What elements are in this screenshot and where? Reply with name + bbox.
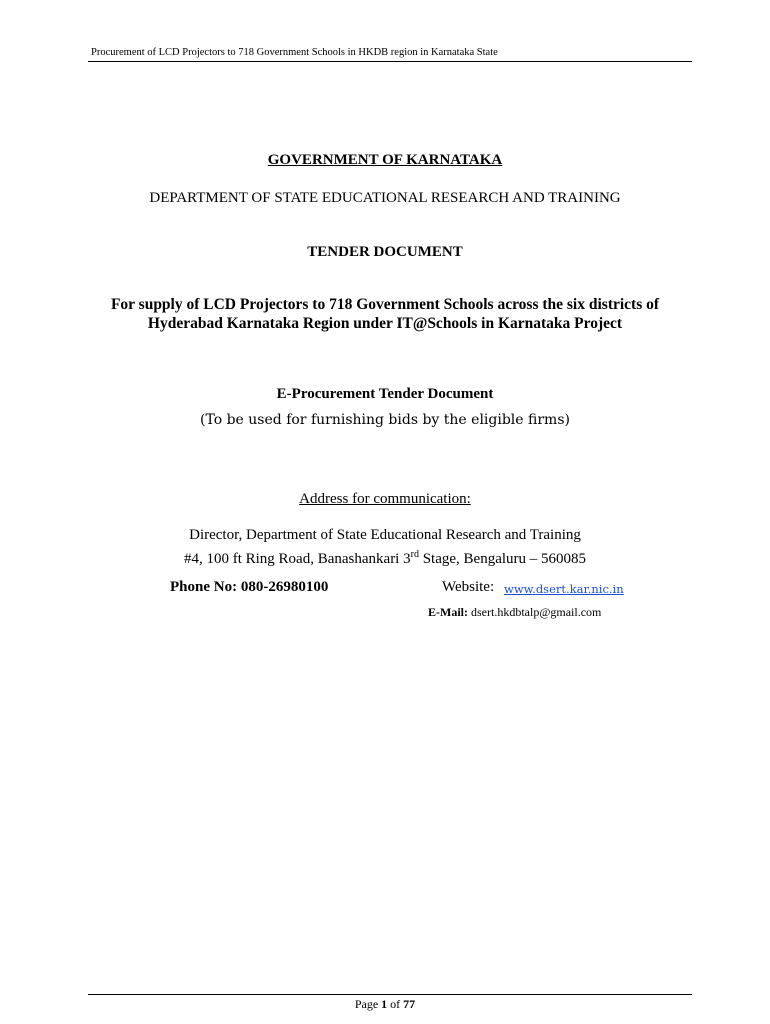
government-title: GOVERNMENT OF KARNATAKA	[267, 152, 503, 168]
phone-number: Phone No: 080-26980100	[170, 579, 329, 595]
email-label: E-Mail:	[428, 605, 468, 619]
total-pages: 77	[403, 997, 416, 1011]
page-word: Page	[354, 997, 382, 1011]
street-prefix: #4, 100 ft Ring Road, Banashankari 3	[183, 551, 411, 567]
website-link[interactable]: www.dsert.kar.nic.in	[504, 582, 624, 596]
street-address	[0, 551, 770, 568]
department-title: DEPARTMENT OF STATE EDUCATIONAL RESEARCH AND TRAINING	[149, 190, 621, 206]
address-heading: Address for communication:	[299, 491, 471, 507]
page-number: 1	[381, 997, 388, 1011]
eprocurement-title: E-Procurement Tender Document	[276, 386, 494, 402]
page-footer	[0, 997, 770, 1012]
purpose-line-1: For supply of LCD Projectors to 718 Government Schools across the six districts of	[110, 296, 660, 313]
of-word: of	[387, 997, 404, 1011]
eprocurement-subtitle: (To be used for furnishing bids by the eligible firms)	[200, 412, 570, 428]
email-value: dsert.hkdbtalp@gmail.com	[468, 605, 602, 619]
header-divider	[88, 61, 692, 62]
running-header: Procurement of LCD Projectors to 718 Government Schools in HKDB region in Karnataka State	[91, 47, 498, 58]
director-line: Director, Department of State Educational Research and Training	[189, 527, 581, 543]
purpose-line-2: Hyderabad Karnataka Region under IT@Schools in Karnataka Project	[147, 315, 623, 332]
website-label: Website:	[442, 579, 495, 595]
street-suffix: Stage, Bengaluru – 560085	[418, 551, 587, 567]
street-superscript: rd	[410, 549, 419, 560]
footer-divider	[88, 994, 692, 995]
document-type-title: TENDER DOCUMENT	[307, 244, 463, 260]
email-line	[428, 605, 601, 620]
